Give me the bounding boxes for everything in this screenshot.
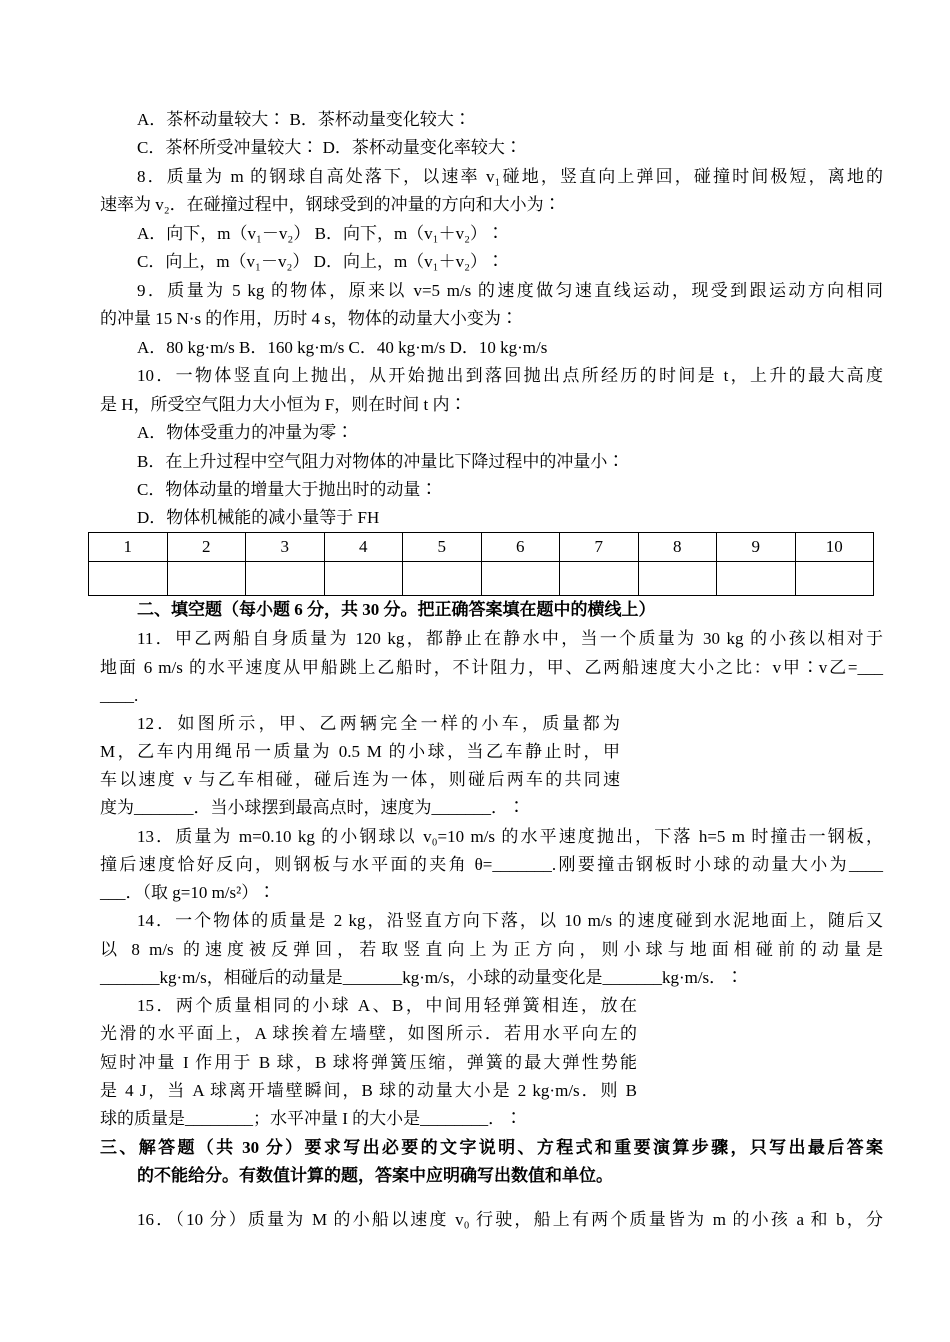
q15-line5: 球的质量是________；水平冲量 I 的大小是________．∶ — [100, 1109, 523, 1128]
q10-option-a: A．物体受重力的冲量为零∶ — [137, 423, 354, 442]
answer-cell-1[interactable] — [89, 562, 168, 596]
q11-line1: 11．甲乙两船自身质量为 120 kg，都静止在静水中，当一个质量为 30 kg 的小孩以相对于 — [137, 629, 883, 648]
q7-options-cd: C．茶杯所受冲量较大∶ D．茶杯动量变化率较大∶ — [137, 138, 522, 157]
q12-line1: 12．如图所示，甲、乙两辆完全一样的小车，质量都为 — [137, 714, 620, 733]
answer-header-10: 10 — [795, 533, 874, 562]
q8-stem-line1: 8．质量为 m 的钢球自高处落下，以速率 v₁碰地，竖直向上弹回，碰撞时间极短，离地的 — [137, 167, 883, 186]
answer-cell-10[interactable] — [795, 562, 874, 596]
answer-header-4: 4 — [324, 533, 403, 562]
q11-line2: 地面 6 m/s 的水平速度从甲船跳上乙船时，不计阻力，甲、乙两船速度大小之比：v甲∶v乙=___ — [100, 658, 883, 677]
q9-stem-line1: 9．质量为 5 kg 的物体，原来以 v=5 m/s 的速度做匀速直线运动，现受到跟运动方向相同 — [137, 281, 883, 300]
q15-line4: 是 4 J，当 A 球离开墙壁瞬间，B 球的动量大小是 2 kg·m/s．则 B — [100, 1081, 637, 1100]
q14-line2: 以 8 m/s 的速度被反弹回，若取竖直向上为正方向，则小球与地面相碰前的动量是 — [100, 940, 883, 959]
q14-line3: _______kg·m/s，相碰后的动量是_______kg·m/s，小球的动量变化是_______kg·m/s．∶ — [100, 968, 744, 987]
answer-header-7: 7 — [560, 533, 639, 562]
answer-header-5: 5 — [403, 533, 482, 562]
answer-header-3: 3 — [246, 533, 325, 562]
q9-options: A．80 kg·m/s B．160 kg·m/s C．40 kg·m/s D．10 kg·m/s — [137, 338, 548, 357]
q15-line2: 光滑的水平面上，A 球挨着左墙壁，如图所示．若用水平向左的 — [100, 1024, 637, 1043]
answer-cell-4[interactable] — [324, 562, 403, 596]
section3-heading-line2: 的不能给分。有数值计算的题，答案中应明确写出数值和单位。 — [137, 1166, 613, 1185]
q11-line3: ____. — [100, 686, 139, 705]
q15-line1: 15．两个质量相同的小球 A、B，中间用轻弹簧相连，放在 — [137, 996, 637, 1015]
section2-heading: 二、填空题（每小题 6 分，共 30 分。把正确答案填在题中的横线上） — [137, 600, 656, 619]
q10-stem-line1: 10．一物体竖直向上抛出，从开始抛出到落回抛出点所经历的时间是 t，上升的最大高度 — [137, 366, 883, 385]
q13-line1: 13．质量为 m=0.10 kg 的小钢球以 v₀=10 m/s 的水平速度抛出，下落 h=5 m 时撞击一钢板， — [137, 827, 883, 846]
q14-line1: 14．一个物体的质量是 2 kg，沿竖直方向下落，以 10 m/s 的速度碰到水泥地面上，随后又 — [137, 911, 883, 930]
answer-cell-5[interactable] — [403, 562, 482, 596]
answer-header-2: 2 — [167, 533, 246, 562]
answer-cell-9[interactable] — [717, 562, 796, 596]
q12-line3: 车以速度 v 与乙车相碰，碰后连为一体，则碰后两车的共同速 — [100, 770, 620, 789]
answer-cell-2[interactable] — [167, 562, 246, 596]
answer-header-1: 1 — [89, 533, 168, 562]
q10-stem-line2: 是 H，所受空气阻力大小恒为 F，则在时间 t 内∶ — [100, 395, 467, 414]
q10-option-c: C．物体动量的增量大于抛出时的动量∶ — [137, 480, 438, 499]
answer-cell-3[interactable] — [246, 562, 325, 596]
answer-table — [88, 532, 874, 596]
q15-line3: 短时冲量 I 作用于 B 球，B 球将弹簧压缩，弹簧的最大弹性势能 — [100, 1053, 637, 1072]
q8-options-ab: A．向下，m（v₁－v₂） B．向下，m（v₁＋v₂）∶ — [137, 224, 505, 243]
q7-options-ab: A．茶杯动量较大∶ B．茶杯动量变化较大∶ — [137, 110, 471, 129]
q8-options-cd: C．向上，m（v₁－v₂） D．向上，m（v₁＋v₂）∶ — [137, 252, 505, 271]
q12-line4: 度为_______．当小球摆到最高点时，速度为_______．∶ — [100, 798, 525, 817]
section3-heading-line1: 三、解答题（共 30 分）要求写出必要的文字说明、方程式和重要演算步骤，只写出最后答案 — [100, 1138, 883, 1157]
q13-line3: ___．（取 g=10 m/s²）∶ — [100, 883, 276, 902]
q8-stem-line2: 速率为 v₂．在碰撞过程中，钢球受到的冲量的方向和大小为∶ — [100, 195, 561, 214]
q13-line2: 撞后速度恰好反向，则钢板与水平面的夹角 θ=_______.刚要撞击钢板时小球的动量大小为____ — [100, 855, 883, 874]
answer-cell-6[interactable] — [481, 562, 560, 596]
q10-option-d: D．物体机械能的减小量等于 FH — [137, 508, 380, 527]
q9-stem-line2: 的冲量 15 N·s 的作用，历时 4 s，物体的动量大小变为∶ — [100, 309, 518, 328]
answer-cell-7[interactable] — [560, 562, 639, 596]
answer-header-9: 9 — [717, 533, 796, 562]
answer-header-8: 8 — [638, 533, 717, 562]
answer-header-6: 6 — [481, 533, 560, 562]
q16-line1: 16．（10 分）质量为 M 的小船以速度 v₀ 行驶，船上有两个质量皆为 m 的小孩 a 和 b，分 — [137, 1210, 883, 1229]
answer-cell-8[interactable] — [638, 562, 717, 596]
q10-option-b: B．在上升过程中空气阻力对物体的冲量比下降过程中的冲量小∶ — [137, 452, 625, 471]
q12-line2: M，乙车内用绳吊一质量为 0.5 M 的小球，当乙车静止时，甲 — [100, 742, 620, 761]
